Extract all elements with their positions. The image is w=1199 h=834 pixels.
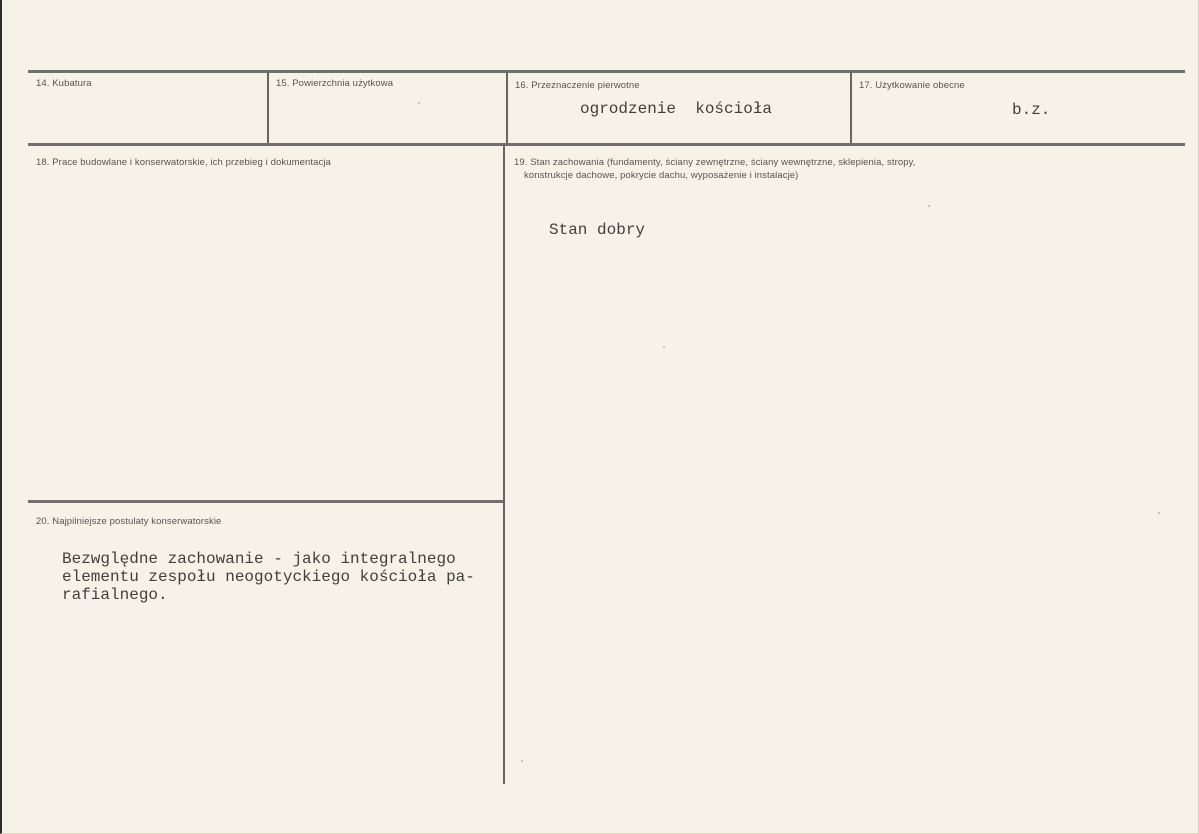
- paper-speck: [418, 102, 420, 104]
- field-17-value: b.z.: [1012, 101, 1051, 119]
- field-14-label: 14. Kubatura: [36, 78, 92, 89]
- field-16-value: ogrodzenie kościoła: [580, 100, 773, 118]
- paper-speck: [1158, 512, 1160, 514]
- field-16-label: 16. Przeznaczenie pierwotne: [515, 80, 640, 91]
- top-rule: [28, 70, 1185, 73]
- field-19-label-line2: konstrukcje dachowe, pokrycie dachu, wyposażenie i instalacje): [524, 170, 799, 181]
- divider-14-15: [267, 72, 269, 143]
- field-20-value-line-3: rafialnego.: [62, 586, 168, 604]
- row-divider-rule: [28, 143, 1185, 146]
- paper-speck: [521, 760, 523, 762]
- section-20-top-rule: [28, 500, 503, 503]
- field-19-label-line1: 19. Stan zachowania (fundamenty, ściany zewnętrzne, ściany wewnętrzne, sklepienia, stropy,: [514, 157, 916, 168]
- field-19-value: Stan dobry: [549, 221, 646, 239]
- field-18-label: 18. Prace budowlane i konserwatorskie, ich przebieg i dokumentacja: [36, 157, 331, 168]
- field-15-label: 15. Powierzchnia użytkowa: [276, 78, 394, 89]
- field-17-label: 17. Użytkowanie obecne: [859, 80, 965, 91]
- main-column-divider: [503, 146, 505, 784]
- field-20-value-line-1: Bezwględne zachowanie - jako integralnego: [62, 550, 456, 568]
- divider-15-16: [506, 72, 508, 143]
- field-20-label: 20. Najpilniejsze postulaty konserwatorskie: [36, 516, 222, 527]
- paper-speck: [663, 346, 665, 348]
- divider-16-17: [850, 72, 852, 143]
- paper-speck: [928, 205, 930, 207]
- field-20-value-line-2: elementu zespołu neogotyckiego kościoła pa-: [62, 568, 475, 586]
